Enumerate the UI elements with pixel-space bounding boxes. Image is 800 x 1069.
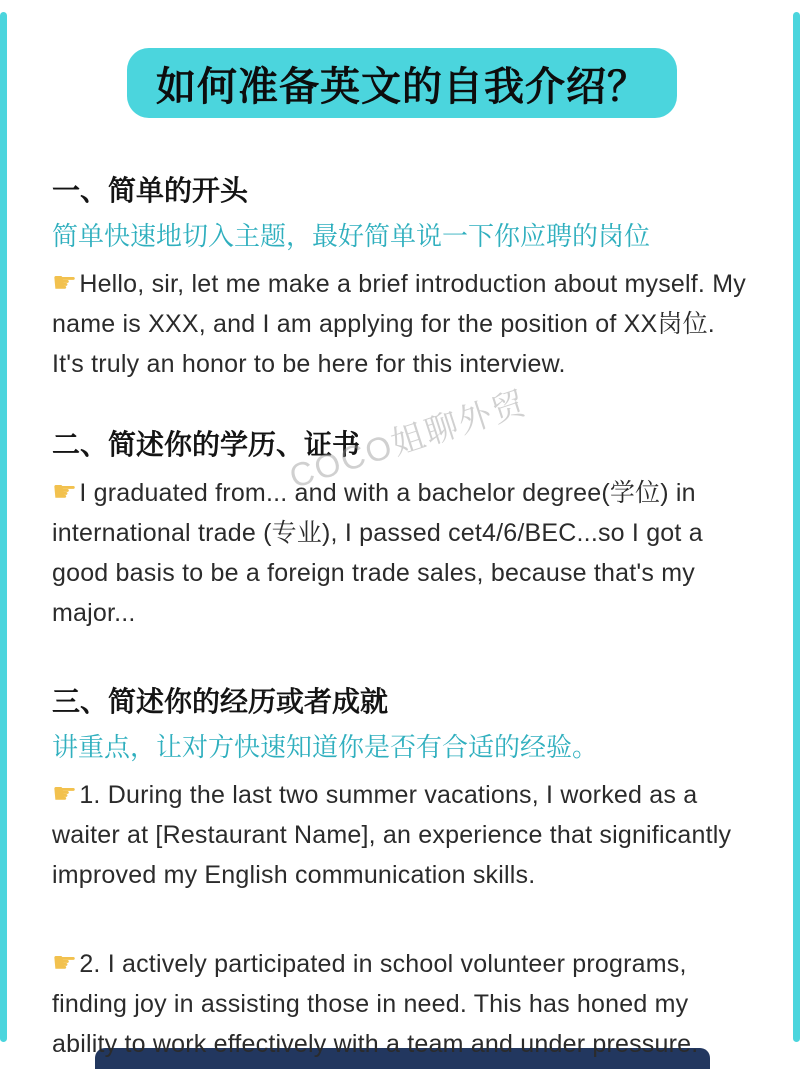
title-banner (127, 48, 677, 118)
section-heading: 一、简单的开头 (52, 175, 249, 206)
paragraph-text: Hello, sir, let me make a brief introduction about myself. My name is XXX, and I am applying for the position of XX岗位. It's truly an honor to be here for this interview. (52, 270, 746, 378)
paragraph-text: 1. During the last two summer vacations, I worked as a waiter at [Restaurant Name], an experience that significantly improved my English communication skills. (52, 781, 732, 889)
section-education (52, 428, 748, 633)
left-accent-bar (0, 12, 7, 1042)
section-tip: 简单快速地切入主题，最好简单说一下你应聘的岗位 (52, 221, 651, 251)
paragraph (52, 943, 748, 1064)
paragraph-text: 2. I actively participated in school volunteer programs, finding joy in assisting those in need. This has honed my ability to work effectively with a team and under pressure. (52, 950, 699, 1058)
pointing-hand-icon: ☛ (52, 778, 78, 809)
pointing-hand-icon: ☛ (52, 267, 78, 298)
paragraph (52, 472, 748, 633)
section-experience (52, 685, 748, 1064)
watermark: COCO姐聊外贸 (284, 383, 532, 495)
pointing-hand-icon: ☛ (52, 476, 78, 507)
section-heading: 三、简述你的经历或者成就 (52, 686, 389, 717)
page-title: 如何准备英文的自我介绍？ (156, 64, 648, 109)
paragraph (52, 774, 748, 895)
paragraph-text: I graduated from... and with a bachelor degree(学位) in international trade (专业), I passed cet4/6/BEC...so I got a good basis to be a foreign trade sales, because that's my major... (52, 479, 703, 627)
section-heading: 二、简述你的学历、证书 (52, 429, 361, 460)
paragraph (52, 263, 748, 384)
content-area (52, 118, 748, 1064)
right-accent-bar (793, 12, 800, 1042)
pointing-hand-icon: ☛ (52, 947, 78, 978)
section-opening (52, 174, 748, 384)
section-tip: 讲重点，让对方快速知道你是否有合适的经验。 (52, 732, 599, 762)
